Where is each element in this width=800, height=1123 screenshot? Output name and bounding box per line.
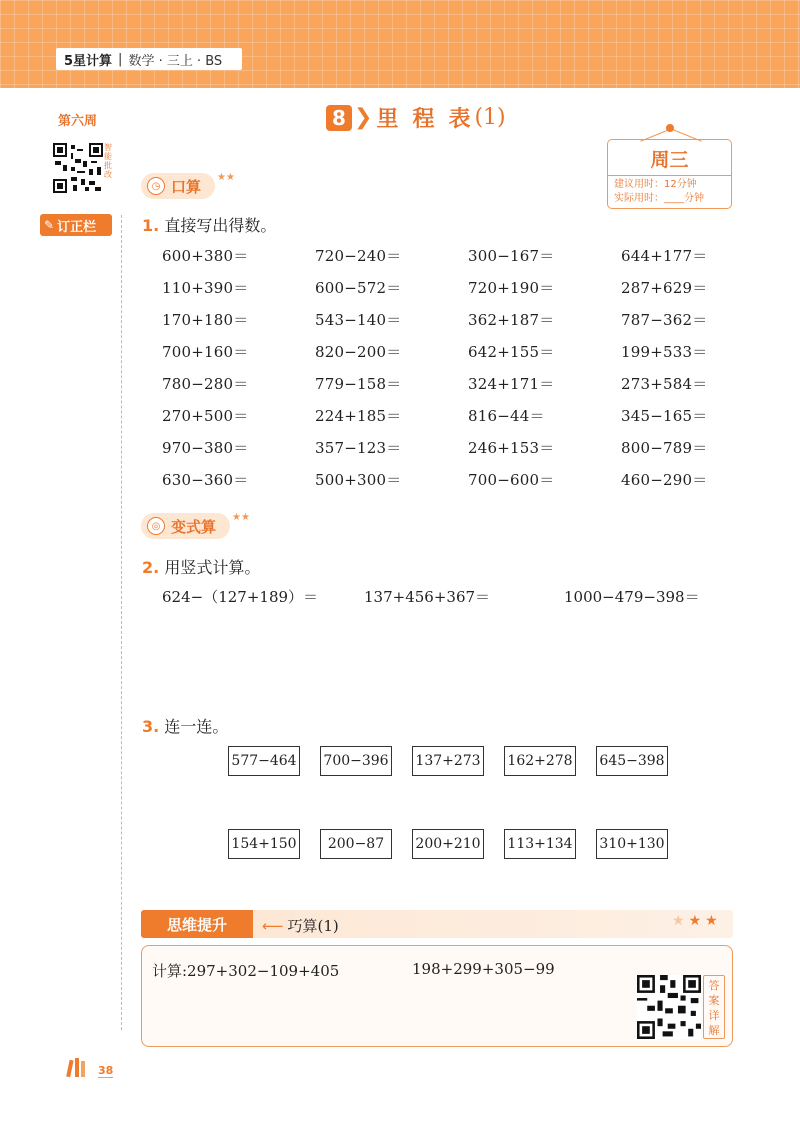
question-3-prompt: 连一连。 (164, 717, 229, 736)
oral-calc-item: 199+533＝ (621, 343, 708, 361)
stars-icon: ★★ (232, 512, 250, 523)
qr-caption: 智能批改 (104, 143, 112, 179)
stars-icon: ★★ (217, 172, 235, 183)
actual-time[interactable]: 实际用时：____分钟 (614, 193, 704, 204)
question-3 (142, 714, 228, 737)
oral-calc-item: 787−362＝ (621, 311, 708, 329)
oral-calc-item: 720+190＝ (468, 279, 555, 297)
oral-calc-item: 460−290＝ (621, 471, 708, 489)
match-box-top[interactable]: 700−396 (320, 746, 392, 776)
oral-calc-item: 644+177＝ (621, 247, 708, 265)
difficulty-stars-icon: ★★★ (672, 913, 722, 929)
book-header (56, 48, 242, 70)
lesson-title-suffix: (1) (474, 105, 506, 130)
match-box-top[interactable]: 645−398 (596, 746, 668, 776)
question-3-number: 3. (142, 717, 160, 736)
oral-calc-item: 362+187＝ (468, 311, 555, 329)
header-band (0, 0, 800, 88)
oral-calc-item: 543−140＝ (315, 311, 402, 329)
section-oral-label: 口算 (171, 177, 202, 196)
question-2 (142, 555, 260, 578)
match-box-top[interactable]: 162+278 (504, 746, 576, 776)
thinking-topic-row (262, 915, 339, 936)
thinking-question: 计算:297+302−109+405 (152, 962, 340, 980)
oral-calc-item: 600+380＝ (162, 247, 249, 265)
margin-divider (121, 215, 122, 1030)
oral-calc-item: 630−360＝ (162, 471, 249, 489)
oral-calc-item: 345−165＝ (621, 407, 708, 425)
oral-calc-item: 270+500＝ (162, 407, 249, 425)
oral-calc-item: 779−158＝ (315, 375, 402, 393)
oral-calc-item: 780−280＝ (162, 375, 249, 393)
vertical-calc-item: 1000−479−398＝ (564, 588, 700, 606)
chevron-right-icon: ❯ (354, 105, 373, 130)
books-icon (66, 1056, 90, 1078)
book-brand: 5星计算 (64, 53, 113, 69)
header-separator: | (118, 51, 123, 67)
match-box-bottom[interactable]: 113+134 (504, 829, 576, 859)
stopwatch-icon: ◷ (147, 177, 165, 195)
correction-column-tag (40, 214, 112, 236)
oral-calc-item: 287+629＝ (621, 279, 708, 297)
question-2-number: 2. (142, 558, 160, 577)
pencil-icon: ✎ (44, 218, 55, 232)
section-oral (141, 172, 235, 200)
lesson-number: 8 (326, 105, 352, 131)
target-icon: ◎ (147, 517, 165, 535)
day-card-divider (608, 175, 731, 176)
suggested-time: 建议用时：12分钟 (614, 179, 697, 190)
oral-calc-item: 300−167＝ (468, 247, 555, 265)
oral-calc-item: 170+180＝ (162, 311, 249, 329)
match-box-bottom[interactable]: 200−87 (320, 829, 392, 859)
oral-calc-item: 642+155＝ (468, 343, 555, 361)
thinking-topic: 巧算(1) (287, 917, 339, 935)
lesson-title-row (326, 102, 506, 133)
oral-calc-item: 700+160＝ (162, 343, 249, 361)
oral-calc-item: 816−44＝ (468, 407, 545, 425)
book-subtitle: 数学 · 三上 · BS (128, 53, 223, 69)
oral-calc-item: 357−123＝ (315, 439, 402, 457)
question-1-prompt: 直接写出得数。 (164, 216, 277, 235)
match-box-bottom[interactable]: 200+210 (412, 829, 484, 859)
oral-calc-item: 800−789＝ (621, 439, 708, 457)
question-2-prompt: 用竖式计算。 (164, 558, 261, 577)
match-box-bottom[interactable]: 310+130 (596, 829, 668, 859)
oral-calc-item: 224+185＝ (315, 407, 402, 425)
week-label: 第六周 (58, 114, 98, 129)
oral-calc-item: 246+153＝ (468, 439, 555, 457)
match-box-bottom[interactable]: 154+150 (228, 829, 300, 859)
match-top-row (228, 746, 668, 776)
arrow-left-icon: ⟵ (262, 917, 284, 935)
hanger-pin-icon (666, 124, 674, 132)
oral-calc-item: 700−600＝ (468, 471, 555, 489)
page-number: 38 (98, 1064, 114, 1077)
lesson-title: 里程表 (376, 107, 485, 132)
oral-calc-item: 720−240＝ (315, 247, 402, 265)
match-box-top[interactable]: 137+273 (412, 746, 484, 776)
vertical-calc-item: 137+456+367＝ (364, 588, 491, 606)
vertical-calc-item: 624−（127+189）＝ (162, 588, 319, 606)
hanger-string-right (670, 128, 702, 142)
thinking-question-2: 198+299+305−99 (412, 960, 555, 978)
oral-calc-item: 600−572＝ (315, 279, 402, 297)
question-1 (142, 213, 276, 236)
match-bottom-row (228, 829, 668, 859)
correction-label: 订正栏 (57, 219, 97, 235)
match-box-top[interactable]: 577−464 (228, 746, 300, 776)
section-variant (141, 512, 250, 540)
oral-calc-item: 820−200＝ (315, 343, 402, 361)
oral-calc-grid (162, 245, 722, 501)
oral-calc-item: 110+390＝ (162, 279, 249, 297)
oral-calc-item: 500+300＝ (315, 471, 402, 489)
day-card (607, 139, 732, 209)
thinking-label: 思维提升 (141, 910, 253, 938)
answer-label[interactable]: 答案详解 (703, 975, 725, 1039)
question-1-number: 1. (142, 216, 160, 235)
qr-code-icon[interactable] (53, 143, 103, 193)
oral-calc-item: 273+584＝ (621, 375, 708, 393)
day-label: 周三 (650, 149, 689, 171)
answer-qr-code-icon[interactable] (637, 975, 701, 1039)
oral-calc-item: 970−380＝ (162, 439, 249, 457)
oral-calc-item: 324+171＝ (468, 375, 555, 393)
section-variant-label: 变式算 (171, 517, 217, 536)
